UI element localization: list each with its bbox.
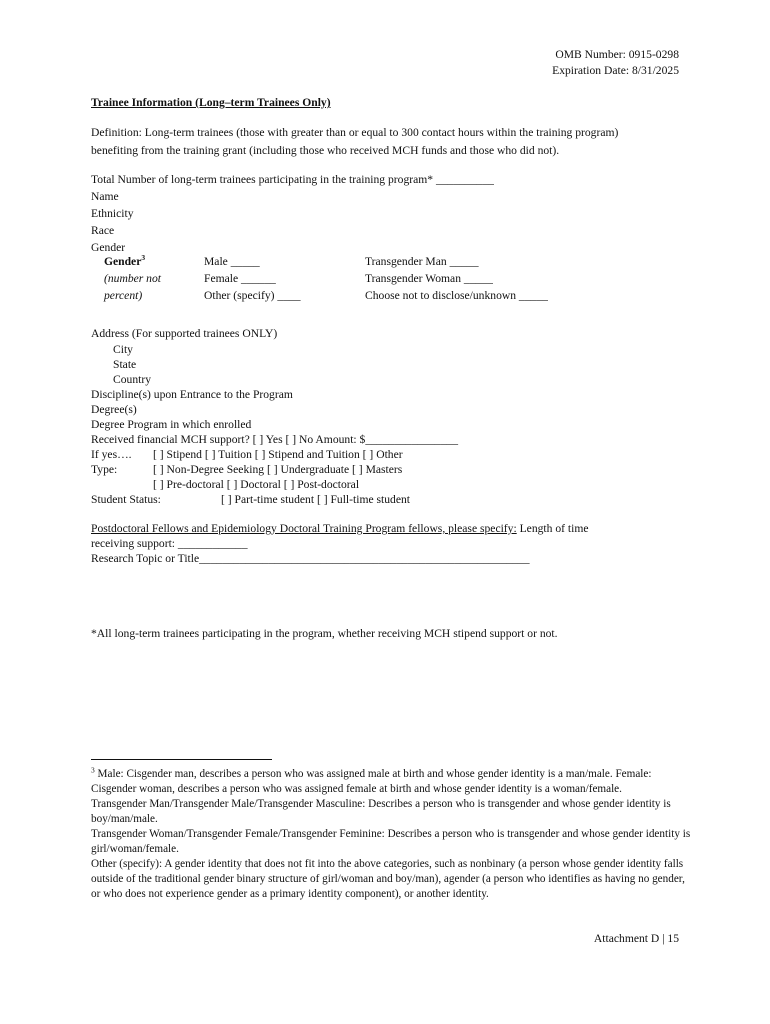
postdoc-line-1 <box>91 521 589 536</box>
type-label: Type: <box>91 463 118 476</box>
gender-label: Gender$^3$ <box>104 253 146 268</box>
gender-trans-woman: Transgender Woman _____ <box>365 272 493 285</box>
page-title: Trainee Information (Long–term Trainees Only) <box>91 96 331 109</box>
if-yes-label: If yes…. <box>91 448 132 461</box>
postdoc-heading: Postdoctoral Fellows and Epidemiology Doctoral Training Program fellows, please specify: <box>91 522 517 535</box>
gender-note-line-1: (number not <box>104 272 161 285</box>
gender-note-line-2: percent) <box>104 289 143 302</box>
ethnicity-field: Ethnicity <box>91 207 134 220</box>
gender-other: Other (specify) ____ <box>204 289 301 302</box>
gender-field: Gender <box>91 241 126 254</box>
total-trainees-field: Total Number of long-term trainees participating in the training program* __________ <box>91 173 494 186</box>
type-options-row-1: [ ] Non-Degree Seeking [ ] Undergraduate [ ] Masters <box>153 463 403 476</box>
address-city: City <box>113 343 133 356</box>
page-footer: Attachment D | 15 <box>593 932 679 945</box>
research-topic-field: Research Topic or Title_________________________________________________________ <box>91 552 530 565</box>
expiration-date: Expiration Date: 8/31/2025 <box>552 64 679 77</box>
postdoc-length-label: Length of time <box>516 522 589 535</box>
footnote-paragraph-2: Transgender Man/Transgender Male/Transgender Masculine: Describes a person who is transgender and whose gender identity is boy/man/male. <box>91 798 671 825</box>
degrees-field: Degree(s) <box>91 403 137 416</box>
footnote-paragraph-1: $^3$ Male: Cisgender man, describes a person who was assigned male at birth and whose gender identity is a man/male. Female: Cisgender woman, describes a person who was assigned female at birth and whose gender identity is a woman/female. <box>91 765 652 795</box>
footnote-ref: 3 <box>141 253 146 263</box>
degree-program-field: Degree Program in which enrolled <box>91 418 252 431</box>
address-state: State <box>113 358 137 371</box>
definition-line-1: Definition: Long-term trainees (those with greater than or equal to 300 contact hours within the training program) <box>91 126 619 139</box>
race-field: Race <box>91 224 115 237</box>
student-status-options: [ ] Part-time student [ ] Full-time student <box>221 493 411 506</box>
gender-trans-man: Transgender Man _____ <box>365 255 479 268</box>
address-country: Country <box>113 373 152 386</box>
gender-male: Male _____ <box>204 255 260 268</box>
footnote-block <box>91 767 691 902</box>
name-field: Name <box>91 190 119 203</box>
gender-not-disclose: Choose not to disclose/unknown _____ <box>365 289 548 302</box>
footnote-number: 3 <box>91 765 95 775</box>
definition-paragraph <box>91 124 681 160</box>
asterisk-note: *All long-term trainees participating in the program, whether receiving MCH stipend support or not. <box>91 627 558 640</box>
definition-line-2: benefiting from the training grant (including those who received MCH funds and those who did not). <box>91 144 560 157</box>
omb-number: OMB Number: 0915-0298 <box>555 48 679 61</box>
type-options-row-2: [ ] Pre-doctoral [ ] Doctoral [ ] Post-doctoral <box>153 478 360 491</box>
footnote-paragraph-3: Transgender Woman/Transgender Female/Transgender Feminine: Describes a person who is transgender and whose gender identity is girl/woman/female. <box>91 828 691 855</box>
gender-female: Female ______ <box>204 272 276 285</box>
postdoc-line-2: receiving support: ____________ <box>91 537 248 550</box>
address-label: Address (For supported trainees ONLY) <box>91 327 278 340</box>
gender-options-column-1 <box>204 254 301 305</box>
discipline-field: Discipline(s) upon Entrance to the Program <box>91 388 293 401</box>
mch-support-field: Received financial MCH support? [ ] Yes [ ] No Amount: $________________ <box>91 433 459 446</box>
footnote-paragraph-4: Other (specify): A gender identity that does not fit into the above categories, such as nonbinary (a person whose gender identity falls outside of the traditional gender binary structure of girl/woman and boy/man), agender (a person who identifies as having no gender, or who does not experience gender as a primary identity component), or another identity. <box>91 858 685 900</box>
gender-label-column <box>104 254 161 305</box>
gender-options-column-2 <box>365 254 548 305</box>
footnote-divider <box>91 759 272 760</box>
student-status-label: Student Status: <box>91 493 161 506</box>
if-yes-options: [ ] Stipend [ ] Tuition [ ] Stipend and Tuition [ ] Other <box>153 448 403 461</box>
